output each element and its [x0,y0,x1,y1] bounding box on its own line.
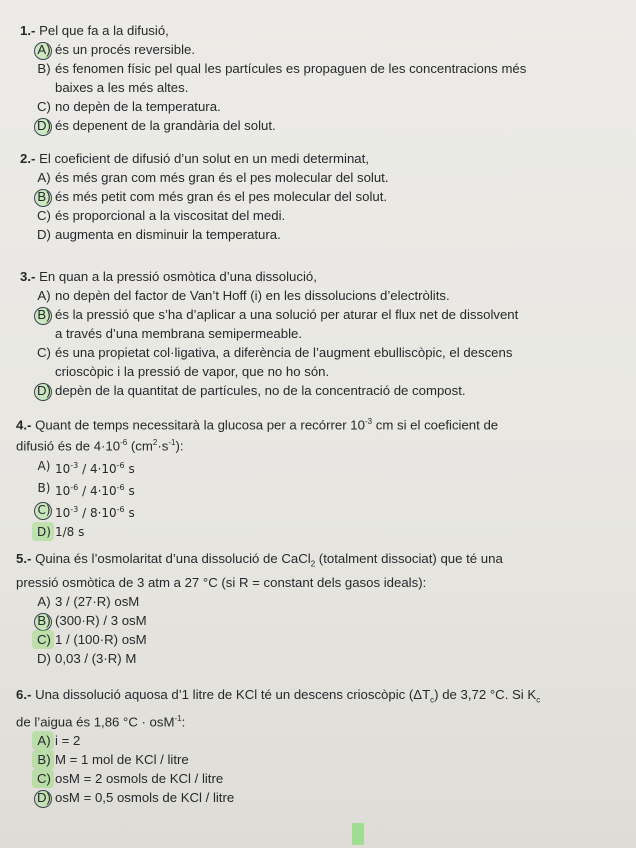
option-text: és depenent de la grandària del solut. [55,118,276,133]
option-text: 1 / (100·R) osM [55,631,147,647]
option-letter: D) [37,790,51,806]
question-text: de l’aigua és 1,86 °C · osM [16,714,175,730]
option-letter: A) [37,170,51,185]
superscript: -3 [364,417,373,426]
option-2b[interactable] [0,188,600,206]
superscript: -6 [116,482,125,492]
option-text: osM = 0,5 osmols de KCl / litre [55,790,235,806]
superscript: -6 [120,438,128,448]
question-number: 3.- [20,269,36,284]
question-text: : [181,714,186,730]
superscript: -1 [168,438,176,448]
option-letter: D) [37,383,51,398]
question-5 [0,550,600,668]
option-text: i = 2 [55,733,81,749]
question-text: Quina és l’osmolaritat d’una dissolució de CaCl [35,551,311,566]
option-text: crioscòpic i la pressió de vapor, que no ho són. [55,364,330,379]
option-3b[interactable] [0,306,600,324]
option-text: no depèn del factor de Van’t Hoff (i) en les dissolucions d’electròlits. [55,288,450,303]
option-2d[interactable] [0,226,600,244]
option-text: és un procés reversible. [55,42,196,57]
option-text: és proporcional a la viscositat del medi. [55,208,286,223]
option-letter: A) [37,288,51,303]
option-letter: D) [37,227,51,242]
option-6b[interactable] [0,751,600,769]
option-letter: B) [37,307,51,322]
question-text: ) de 3,72 °C. Si K [434,687,537,702]
question-6-title [0,686,600,731]
option-letter: C) [37,99,51,114]
question-text: difusió és de 4·10 [16,438,121,454]
option-text: / 4·10 [78,483,117,498]
question-text: pressió osmòtica de 3 atm a 27 °C (si R = constant dels gasos ideals): [16,574,427,590]
question-3-title [0,268,600,286]
option-3c[interactable] [0,344,600,362]
superscript: -1 [174,713,182,723]
question-number: 2.- [20,151,36,166]
question-6 [0,686,600,807]
subscript: 2 [310,559,316,569]
question-text: El coeficient de difusió d’un solut en un medi determinat, [39,151,369,166]
option-text: / 4·10 [78,461,117,476]
option-text: 0,03 / (3·R) M [55,650,137,666]
superscript: -6 [116,504,125,514]
option-letter: C) [37,345,51,360]
question-3 [0,268,600,400]
option-letter: A) [37,458,51,473]
option-letter: A) [37,42,51,57]
question-text: ·s [157,438,169,454]
option-1b[interactable] [0,60,600,78]
option-text: 10 [55,461,71,476]
option-text: s [124,461,135,476]
option-4c[interactable] [0,501,600,522]
option-letter: C) [37,771,51,787]
option-text: no depèn de la temperatura. [55,99,221,114]
option-6d[interactable] [0,789,600,807]
option-2a[interactable] [0,169,600,187]
option-text: és fenomen físic pel qual les partícules es propaguen de les concentracions més [55,61,527,76]
question-5-title [0,550,600,592]
question-2 [0,150,600,244]
question-number: 1.- [20,23,36,38]
option-text: 10 [55,505,71,520]
question-number: 4.- [16,417,32,433]
question-2-title [0,150,600,168]
option-text: (300·R) / 3 osM [55,612,147,628]
option-text: s [124,505,135,520]
option-3a[interactable] [0,287,600,305]
superscript: -6 [70,482,79,492]
question-number: 6.- [16,687,32,702]
option-4d[interactable] [0,523,600,541]
option-text: augmenta en disminuir la temperatura. [55,227,281,242]
option-3d[interactable] [0,382,600,400]
option-text: M = 1 mol de KCl / litre [55,752,189,768]
option-letter: B) [37,480,51,495]
option-1a[interactable] [0,41,600,59]
question-4 [0,413,600,541]
option-5b[interactable] [0,612,600,630]
option-letter: A) [37,593,51,609]
question-text: cm si el coeficient de [372,417,499,433]
option-text: és una propietat col·ligativa, a diferència de l’augment ebulliscòpic, el descens [55,345,513,360]
question-number: 5.- [16,551,32,566]
question-1 [0,22,600,135]
option-text: 1/8 s [55,524,85,539]
option-text: és la pressió que s’ha d’aplicar a una solució per aturar el flux net de dissolvent [55,307,519,322]
option-letter: D) [37,118,51,133]
question-text: ): [175,438,184,454]
option-letter: C) [37,631,51,647]
option-2c[interactable] [0,207,600,225]
subscript: c [536,695,541,705]
superscript: 2 [152,438,158,448]
question-4-title [0,413,600,456]
option-5d[interactable] [0,650,600,668]
question-1-title [0,22,600,40]
option-1d[interactable] [0,117,600,135]
option-5a[interactable] [0,593,600,611]
option-letter: C) [37,502,51,517]
option-text: 10 [55,483,71,498]
option-letter: D) [37,650,51,666]
option-letter: B) [37,189,51,204]
option-6c[interactable] [0,770,600,788]
option-text: 3 / (27·R) osM [55,593,140,609]
option-letter: B) [37,752,51,768]
option-text: depèn de la quantitat de partícules, no de la concentració de compost. [55,383,466,398]
option-letter: C) [37,208,51,223]
option-6a[interactable] [0,732,600,750]
option-text: baixes a les més altes. [55,80,189,95]
option-text: és més gran com més gran és el pes molecular del solut. [55,170,389,185]
superscript: -3 [70,504,79,514]
option-4a[interactable] [0,457,600,478]
question-text: (cm [127,438,153,454]
option-1b-continuation [0,79,600,97]
option-1c[interactable] [0,98,600,116]
option-letter: B) [37,61,51,76]
option-text: s [124,483,135,498]
option-text: osM = 2 osmols de KCl / litre [55,771,224,787]
option-text: / 8·10 [78,505,117,520]
option-letter: B) [37,612,51,628]
option-letter: A) [37,733,51,749]
option-3b-continuation [0,325,600,343]
option-letter: D) [37,524,51,539]
question-text: Una dissolució aquosa d’1 litre de KCl té un descens crioscòpic (ΔT [35,687,431,702]
question-text: Quant de temps necessitarà la glucosa per a recórrer 10 [35,417,365,433]
superscript: -3 [70,460,79,470]
question-text: (totalment dissociat) que té una [315,551,503,566]
question-text: En quan a la pressió osmòtica d’una dissolució, [39,269,317,284]
option-5c[interactable] [0,631,600,649]
option-text: és més petit com més gran és el pes molecular del solut. [55,189,388,204]
superscript: -6 [116,460,125,470]
option-text: a través d’una membrana semipermeable. [55,326,303,341]
option-3c-continuation [0,363,600,381]
option-4b[interactable] [0,479,600,500]
highlighter-mark [352,823,364,845]
question-text: Pel que fa a la difusió, [39,23,169,38]
subscript: c [430,695,435,705]
